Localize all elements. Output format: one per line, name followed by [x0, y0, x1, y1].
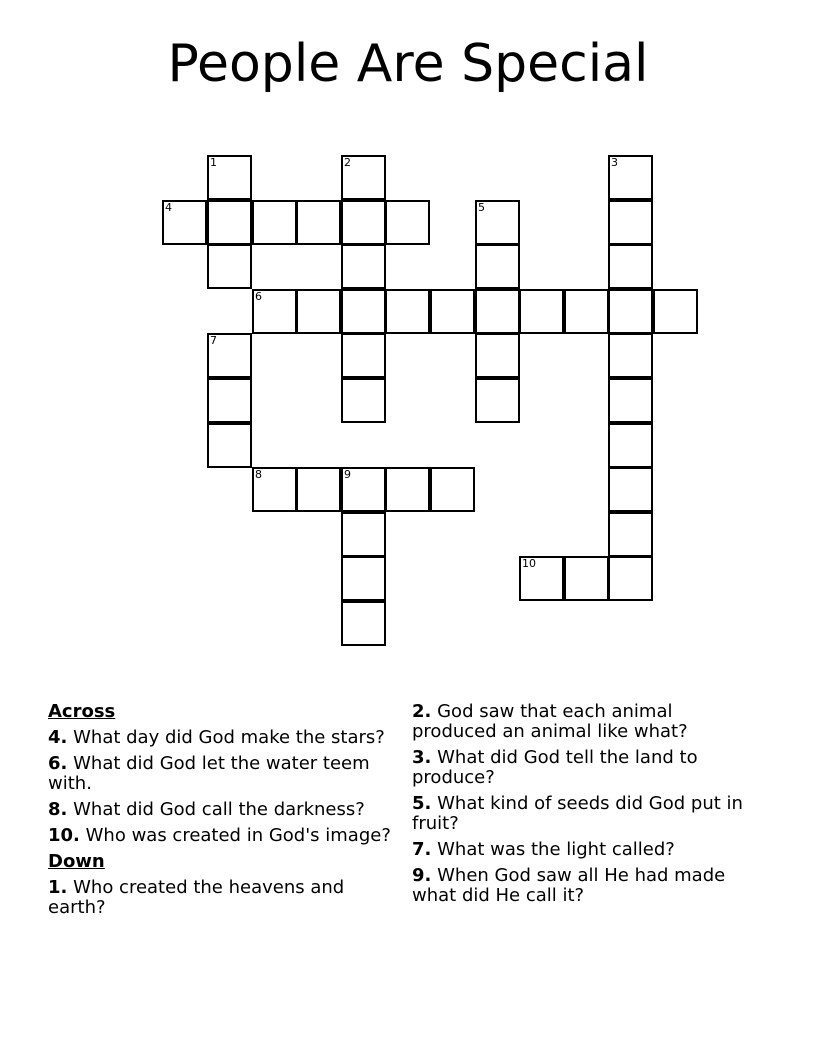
- grid-cell[interactable]: [341, 378, 386, 423]
- grid-cell[interactable]: [475, 378, 520, 423]
- clue-number-label: 8: [255, 468, 262, 481]
- clues-left-column: [48, 702, 393, 924]
- down-heading: Down: [48, 851, 105, 872]
- clue-number-label: 6: [255, 290, 262, 303]
- clue-across-6: [48, 754, 393, 794]
- grid-cell[interactable]: [296, 200, 341, 245]
- clue-number: 5.: [412, 793, 432, 814]
- clue-across-10: [48, 826, 393, 846]
- grid-cell[interactable]: [341, 601, 386, 646]
- grid-cell[interactable]: [608, 155, 653, 200]
- grid-cell[interactable]: [608, 333, 653, 378]
- grid-cell[interactable]: [608, 467, 653, 512]
- grid-cell[interactable]: [341, 512, 386, 557]
- grid-cell[interactable]: [296, 289, 341, 334]
- clue-number-label: 9: [344, 468, 351, 481]
- grid-cell[interactable]: [162, 200, 207, 245]
- grid-cell[interactable]: [341, 333, 386, 378]
- grid-cell[interactable]: [608, 289, 653, 334]
- grid-cell[interactable]: [252, 467, 297, 512]
- clue-down-9: [412, 866, 762, 906]
- clue-text: When God saw all He had made what did He call it?: [412, 865, 726, 906]
- clue-down-3: [412, 748, 762, 788]
- clue-text: Who was created in God's image?: [85, 825, 391, 846]
- clue-number-label: 10: [522, 557, 536, 570]
- grid-cell[interactable]: [519, 289, 564, 334]
- clue-text: What did God let the water teem with.: [48, 753, 370, 794]
- grid-cell[interactable]: [207, 423, 252, 468]
- grid-cell[interactable]: [341, 556, 386, 601]
- grid-cell[interactable]: [385, 200, 430, 245]
- grid-cell[interactable]: [475, 200, 520, 245]
- clue-down-2: [412, 702, 762, 742]
- clue-number: 6.: [48, 753, 68, 774]
- clue-number: 9.: [412, 865, 432, 886]
- grid-cell[interactable]: [385, 467, 430, 512]
- grid-cell[interactable]: [341, 467, 386, 512]
- grid-cell[interactable]: [475, 289, 520, 334]
- grid-cell[interactable]: [608, 378, 653, 423]
- grid-cell[interactable]: [653, 289, 698, 334]
- grid-cell[interactable]: [341, 244, 386, 289]
- clue-number: 7.: [412, 839, 432, 860]
- grid-cell[interactable]: [564, 289, 609, 334]
- clue-number-label: 5: [478, 201, 485, 214]
- grid-cell[interactable]: [519, 556, 564, 601]
- grid-cell[interactable]: [207, 200, 252, 245]
- grid-cell[interactable]: [207, 244, 252, 289]
- clue-number: 8.: [48, 799, 68, 820]
- grid-cell[interactable]: [296, 467, 341, 512]
- grid-cell[interactable]: [385, 289, 430, 334]
- clue-text: What did God call the darkness?: [73, 799, 365, 820]
- grid-cell[interactable]: [608, 512, 653, 557]
- clue-number-label: 7: [210, 334, 217, 347]
- clues-right-column: [412, 702, 762, 912]
- clue-number: 4.: [48, 727, 68, 748]
- grid-cell[interactable]: [252, 200, 297, 245]
- clue-text: What day did God make the stars?: [73, 727, 385, 748]
- clue-number-label: 4: [165, 201, 172, 214]
- grid-cell[interactable]: [207, 333, 252, 378]
- clue-number-label: 2: [344, 156, 351, 169]
- grid-cell[interactable]: [252, 289, 297, 334]
- grid-cell[interactable]: [608, 556, 653, 601]
- grid-cell[interactable]: [207, 378, 252, 423]
- grid-cell[interactable]: [207, 155, 252, 200]
- clue-across-8: [48, 800, 393, 820]
- grid-cell[interactable]: [430, 467, 475, 512]
- puzzle-title: People Are Special: [167, 34, 649, 94]
- grid-cell[interactable]: [475, 333, 520, 378]
- grid-cell[interactable]: [341, 155, 386, 200]
- grid-cell[interactable]: [608, 423, 653, 468]
- grid-cell[interactable]: [341, 200, 386, 245]
- grid-cell[interactable]: [608, 244, 653, 289]
- clue-down-1: [48, 878, 393, 918]
- clue-text: Who created the heavens and earth?: [48, 877, 345, 918]
- grid-cell[interactable]: [564, 556, 609, 601]
- clue-text: What kind of seeds did God put in fruit?: [412, 793, 743, 834]
- grid-cell[interactable]: [475, 244, 520, 289]
- grid-cell[interactable]: [341, 289, 386, 334]
- clue-text: God saw that each animal produced an animal like what?: [412, 701, 688, 742]
- clue-text: What was the light called?: [437, 839, 675, 860]
- grid-cell[interactable]: [608, 200, 653, 245]
- clue-number: 1.: [48, 877, 68, 898]
- clue-number: 3.: [412, 747, 432, 768]
- clue-number: 10.: [48, 825, 80, 846]
- across-heading: Across: [48, 701, 116, 722]
- clue-text: What did God tell the land to produce?: [412, 747, 698, 788]
- clue-number-label: 1: [210, 156, 217, 169]
- clue-number: 2.: [412, 701, 432, 722]
- clue-down-7: [412, 840, 762, 860]
- clue-across-4: [48, 728, 393, 748]
- clue-number-label: 3: [611, 156, 618, 169]
- clue-down-5: [412, 794, 762, 834]
- grid-cell[interactable]: [430, 289, 475, 334]
